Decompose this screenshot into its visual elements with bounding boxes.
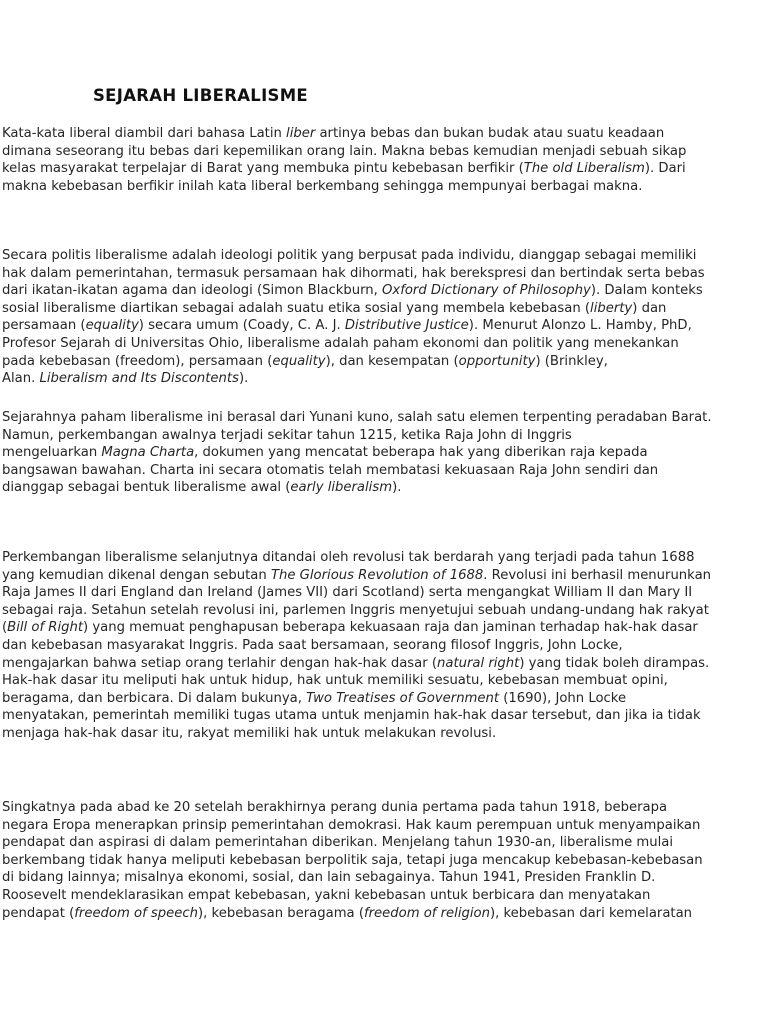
text-line: [2, 444, 768, 462]
text-line: [2, 725, 768, 743]
text-run: persamaan (: [2, 318, 86, 334]
text-line: [2, 869, 768, 887]
text-run: dari ikatan-ikatan agama dan ideologi (Simon Blackburn,: [2, 283, 383, 299]
text-run: ). Menurut Alonzo L. Hamby, PhD,: [468, 318, 692, 334]
text-run: pendapat dan aspirasi di dalam pemerintahan diberikan. Menjelang tahun 1930-an, liberalisme mulai: [2, 835, 673, 851]
text-run: ).: [392, 480, 402, 496]
text-line: [2, 125, 768, 143]
text-run: bangsawan bawahan. Charta ini secara otomatis telah membatasi kekuasaan Raja John sendiri dan: [2, 462, 659, 478]
text-line: [2, 690, 768, 708]
text-line: [2, 282, 768, 300]
text-run: beragama, dan berbicara. Di dalam bukunya,: [2, 690, 307, 706]
text-line: [2, 637, 768, 655]
text-run: yang kemudian dikenal dengan sebutan: [2, 567, 271, 583]
text-run: Sejarahnya paham liberalisme ini berasal dari Yunani kuno, salah satu elemen terpenting peradaban Barat.: [2, 410, 712, 425]
italic-text: Oxford Dictionary of Philosophy: [382, 283, 591, 299]
text-line: [2, 905, 768, 923]
text-line: [2, 370, 768, 388]
text-line: [2, 427, 768, 445]
text-run: Secara politis liberalisme adalah ideologi politik yang berpusat pada individu, dianggap sebagai memiliki: [2, 248, 697, 263]
italic-text: freedom of religion: [363, 905, 490, 921]
italic-text: Two Treatises of Government: [306, 690, 500, 706]
italic-text: liberty: [590, 300, 633, 316]
text-line: [2, 462, 768, 480]
text-run: ) dan: [632, 300, 667, 316]
text-line: [2, 247, 768, 265]
text-run: ), dan kesempatan (: [325, 353, 459, 369]
text-run: Kata-kata liberal diambil dari bahasa Latin: [2, 126, 287, 141]
text-run: dianggap sebagai bentuk liberalisme awal (: [2, 480, 291, 496]
paragraph-origins: [2, 409, 768, 497]
text-line: [2, 672, 768, 690]
text-run: pada kebebasan (freedom), persamaan (: [2, 353, 273, 369]
italic-text: Liberalism and Its Discontents: [39, 371, 239, 387]
text-line: [2, 549, 768, 567]
text-run: sosial liberalisme diartikan sebagai adalah suatu etika sosial yang membela kebebasan (: [2, 300, 591, 316]
text-run: menyatakan, pemerintah memiliki tugas utama untuk menjamin hak-hak dasar tersebut, dan jika ia tidak: [2, 708, 701, 724]
text-run: ), kebebasan beragama (: [198, 905, 364, 921]
text-run: ) yang memuat penghapusan beberapa kekuasaan raja dan jaminan terhadap hak-hak dasar: [83, 620, 698, 636]
text-run: (1690), John Locke: [499, 690, 627, 706]
text-line: [2, 619, 768, 637]
text-line: [2, 409, 768, 427]
text-run: Singkatnya pada abad ke 20 setelah berakhirnya perang dunia pertama pada tahun 1918, beberapa: [2, 800, 668, 815]
text-run: ), kebebasan dari kemelaratan: [489, 905, 693, 921]
text-run: kelas masyarakat terpelajar di Barat yang membuka pintu kebebasan berfikir (: [2, 161, 524, 177]
text-line: [2, 852, 768, 870]
italic-text: natural right: [437, 655, 520, 671]
text-line: [2, 317, 768, 335]
text-run: menjaga hak-hak dasar itu, rakyat memiliki hak untuk melakukan revolusi.: [2, 725, 497, 741]
italic-text: freedom of speech: [74, 905, 199, 921]
italic-text: equality: [272, 353, 326, 369]
text-line: [2, 655, 768, 673]
text-line: [2, 160, 768, 178]
text-run: negara Eropa menerapkan prinsip pemerintahan demokrasi. Hak kaum perempuan untuk menyampaikan: [2, 817, 701, 833]
text-run: Namun, perkembangan awalnya terjadi sekitar tahun 1215, ketika Raja John di Inggris: [2, 427, 572, 443]
text-line: [2, 353, 768, 371]
text-run: mengajarkan bahwa setiap orang terlahir dengan hak-hak dasar (: [2, 655, 437, 671]
italic-text: The Glorious Revolution of 1688: [270, 567, 484, 583]
text-line: [2, 834, 768, 852]
text-run: di bidang lainnya; misalnya ekonomi, sosial, dan lain sebagainya. Tahun 1941, Presiden Franklin D.: [2, 870, 656, 886]
text-line: [2, 335, 768, 353]
text-line: [2, 707, 768, 725]
text-run: ). Dari: [644, 161, 686, 177]
text-run: ) yang tidak boleh dirampas.: [519, 655, 710, 671]
text-run: dimana seseorang itu bebas dari kepemilikan orang lain. Makna bebas kemudian menjadi sebuah sikap: [2, 143, 687, 159]
text-line: [2, 178, 768, 196]
text-run: . Revolusi ini berhasil menurunkan: [483, 567, 712, 583]
text-line: [2, 300, 768, 318]
italic-text: opportunity: [458, 353, 536, 369]
text-run: Perkembangan liberalisme selanjutnya ditandai oleh revolusi tak berdarah yang terjadi pada tahun 1688: [2, 550, 695, 565]
italic-text: Distributive Justice: [344, 318, 469, 334]
text-line: [2, 799, 768, 817]
text-run: hak dalam pemerintahan, termasuk persamaan hak dihormati, hak berekspresi dan bertindak serta bebas: [2, 265, 705, 281]
italic-text: early liberalism: [290, 480, 393, 496]
text-run: Profesor Sejarah di Universitas Ohio, liberalisme adalah paham ekonomi dan politik yang menekankan: [2, 335, 679, 351]
text-run: ) secara umum (Coady, C. A. J.: [138, 318, 345, 334]
text-run: ).: [238, 371, 249, 387]
text-line: [2, 887, 768, 905]
text-run: ). Dalam konteks: [590, 283, 703, 299]
document-title: SEJARAH LIBERALISME: [93, 86, 308, 105]
text-run: Raja James II dari England dan Ireland (James VII) dari Scotland) serta mengangkat William II dan Mary II: [2, 585, 693, 601]
paragraph-glorious-revolution: [2, 549, 768, 743]
paragraph-etymology: [2, 125, 768, 195]
italic-text: Magna Charta: [101, 445, 195, 461]
text-run: ) (Brinkley,: [535, 353, 608, 369]
text-run: pendapat (: [2, 905, 75, 921]
text-line: [2, 143, 768, 161]
text-run: sebagai raja. Setahun setelah revolusi ini, parlemen Inggris menyetujui sebuah undang-undang hak rakyat: [2, 602, 709, 618]
text-line: [2, 584, 768, 602]
text-line: [2, 567, 768, 585]
text-run: mengeluarkan: [2, 445, 102, 461]
paragraph-twentieth-century: [2, 799, 768, 922]
text-line: [2, 602, 768, 620]
italic-text: Bill of Right: [7, 620, 84, 636]
text-line: [2, 817, 768, 835]
paragraph-political-definition: [2, 247, 768, 388]
text-line: [2, 265, 768, 283]
italic-text: equality: [85, 318, 139, 334]
text-run: makna kebebasan berfikir inilah kata liberal berkembang sehingga mempunyai berbagai makna.: [2, 178, 643, 194]
text-run: Alan.: [2, 371, 40, 387]
text-run: artinya bebas dan bukan budak atau suatu keadaan: [315, 126, 665, 141]
text-run: dan kebebasan masyarakat Inggris. Pada saat bersamaan, seorang filosof Inggris, John Locke,: [2, 637, 623, 653]
text-run: Hak-hak dasar itu meliputi hak untuk hidup, hak untuk memiliki sesuatu, kebebasan membuat opini,: [2, 673, 668, 689]
text-run: Roosevelt mendeklarasikan empat kebebasan, yakni kebebasan untuk berbicara dan menyatakan: [2, 887, 651, 903]
italic-text: liber: [286, 126, 316, 141]
text-run: (: [2, 620, 8, 636]
text-line: [2, 479, 768, 497]
italic-text: The old Liberalism: [523, 161, 645, 177]
text-run: , dokumen yang mencatat beberapa hak yang diberikan raja kepada: [194, 445, 648, 461]
text-run: berkembang tidak hanya meliputi kebebasan berpolitik saja, tetapi juga mencakup kebebasan-kebebasan: [2, 852, 703, 868]
